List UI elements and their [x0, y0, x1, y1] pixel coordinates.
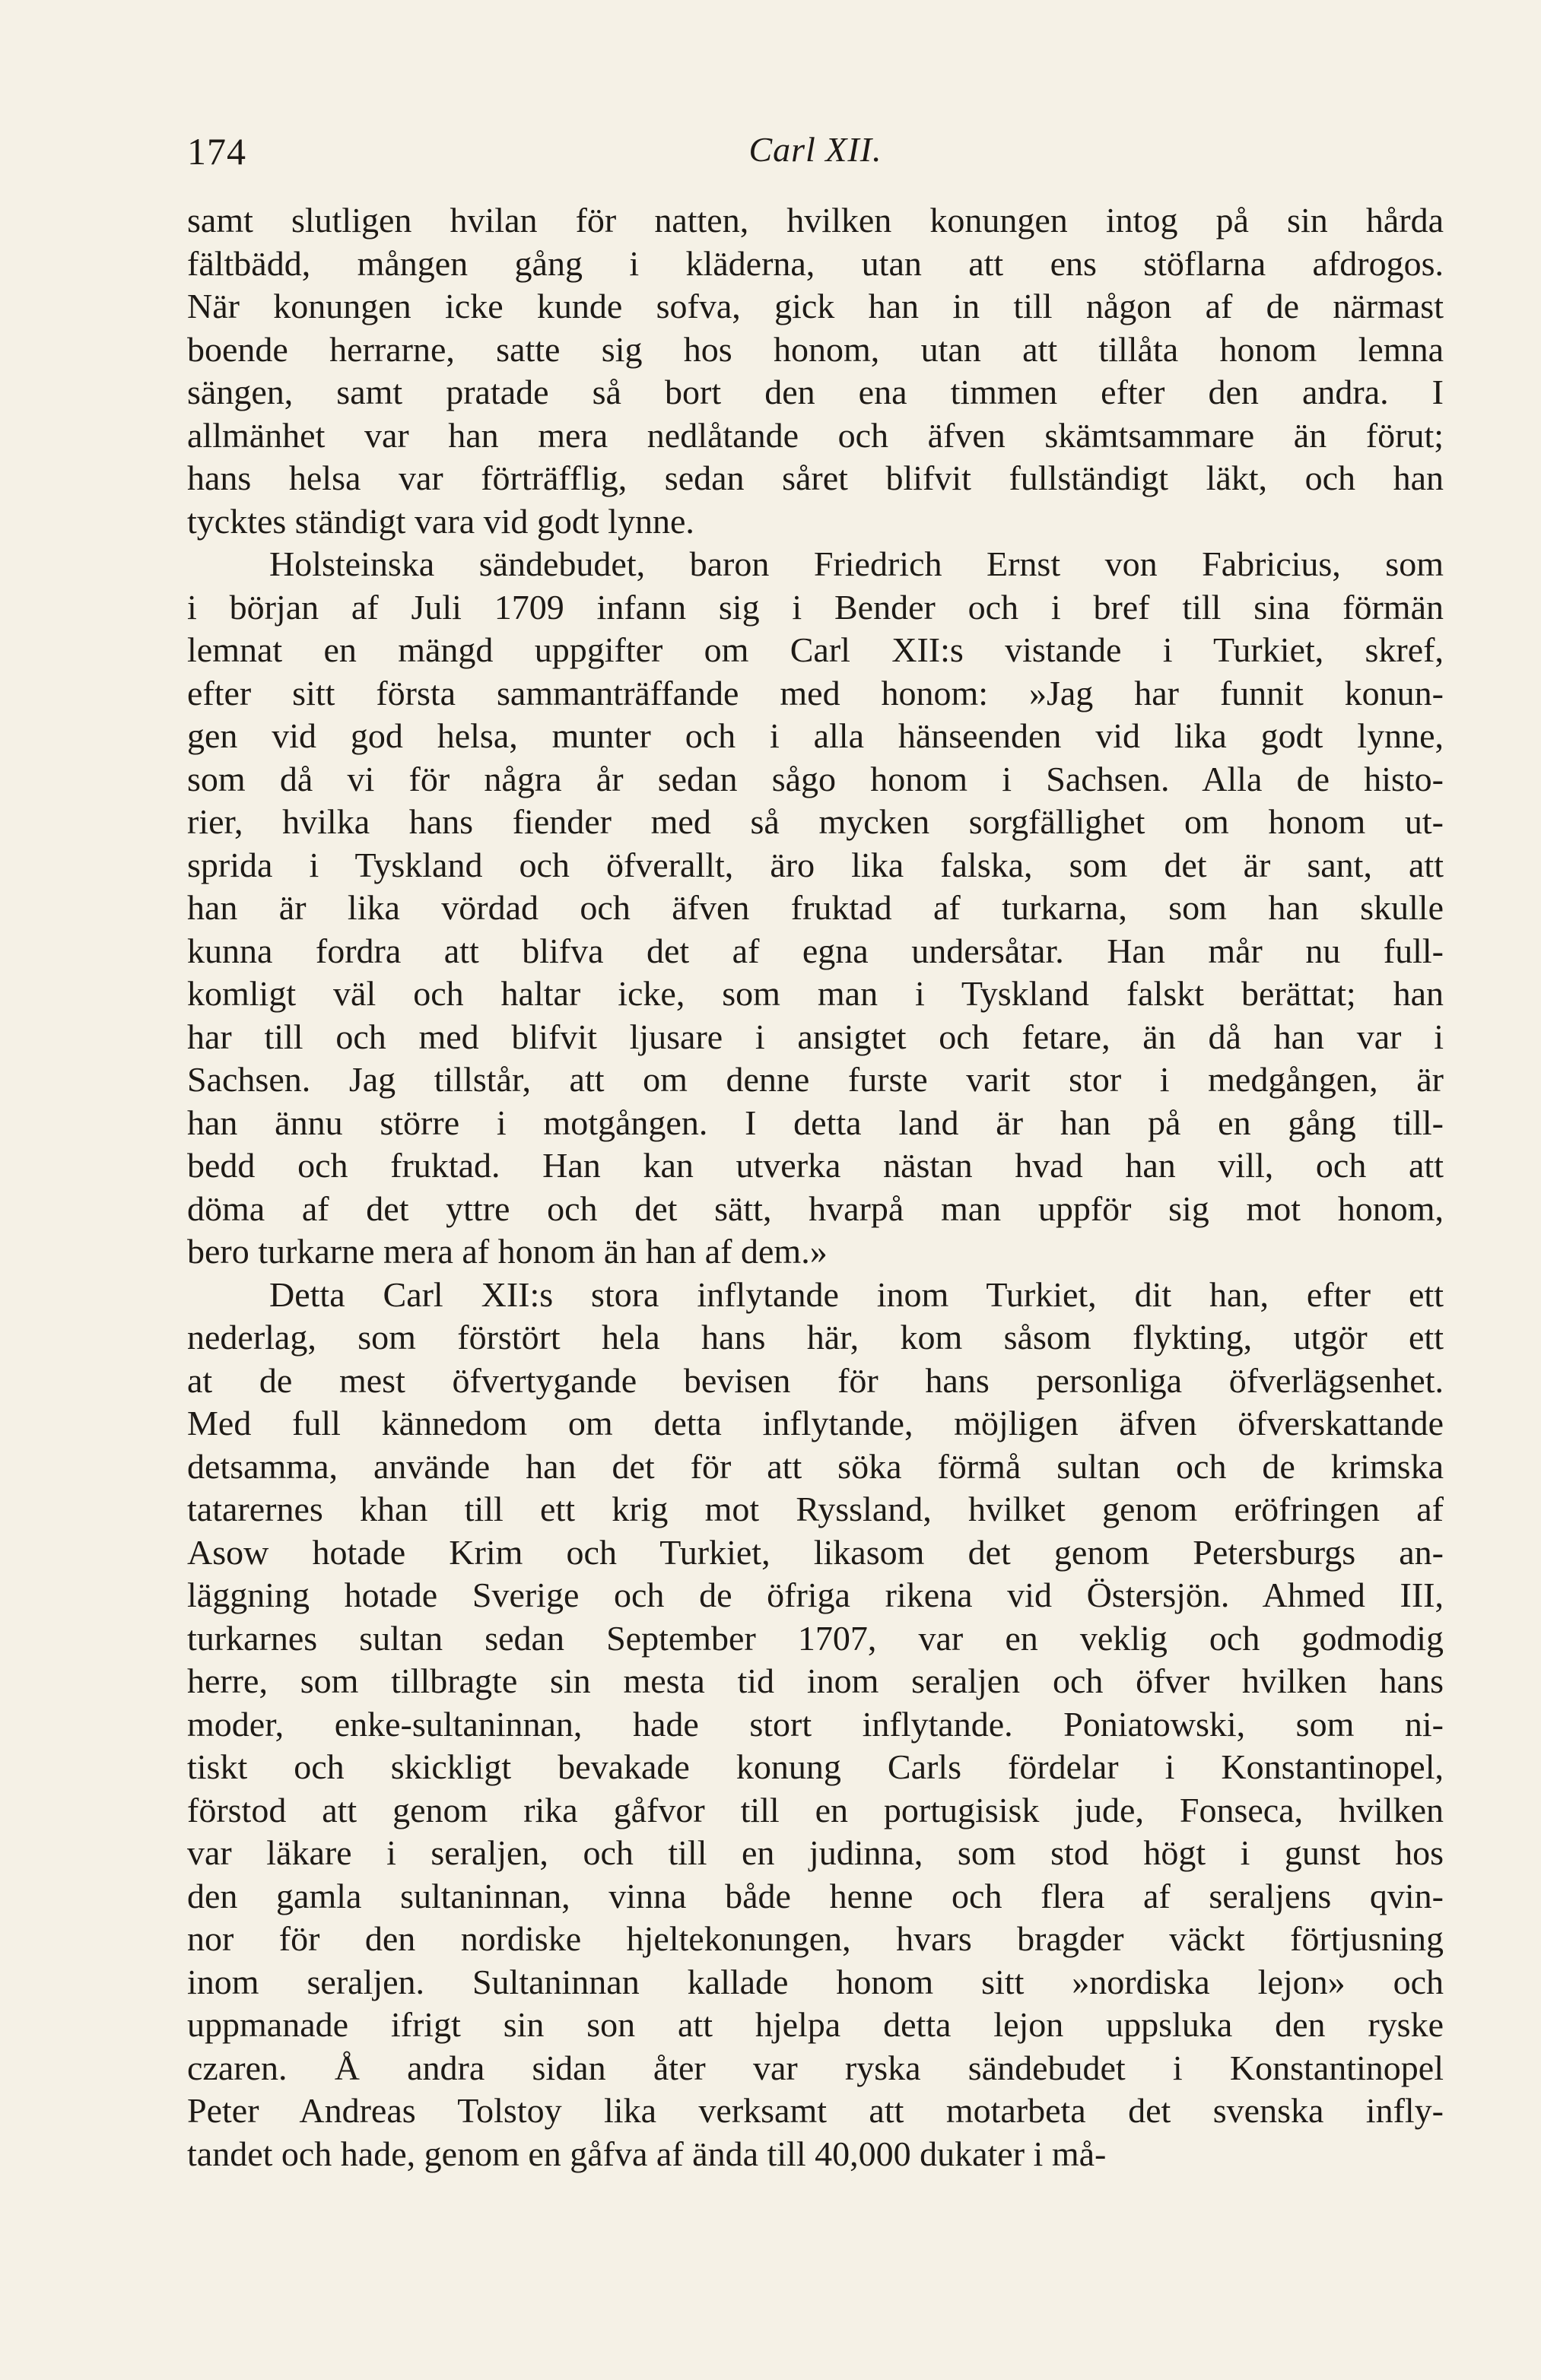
text-line: detsamma, använde han det för att söka förmå sultan och de krimska [187, 1446, 1444, 1486]
text-line: boende herrarne, satte sig hos honom, utan att tillåta honom lemna [187, 329, 1444, 369]
text-line: samt slutligen hvilan för natten, hvilken konungen intog på sin hårda [187, 201, 1444, 240]
text-line: lemnat en mängd uppgifter om Carl XII:s vistande i Turkiet, skref, [187, 630, 1444, 669]
text-line: tycktes ständigt vara vid godt lynne. [187, 501, 694, 541]
text-line: uppmanade ifrigt sin son att hjelpa detta lejon uppsluka den ryske [187, 2005, 1444, 2044]
text-line: Sachsen. Jag tillstår, att om denne furste varit stor i medgången, är [187, 1060, 1444, 1099]
text-line: som då vi för några år sedan sågo honom i Sachsen. Alla de histo- [187, 759, 1444, 798]
text-line: moder, enke-sultaninnan, hade stort inflytande. Poniatowski, som ni- [187, 1704, 1444, 1744]
text-line: herre, som tillbragte sin mesta tid inom seraljen och öfver hvilken hans [187, 1661, 1444, 1700]
paragraph [187, 1274, 1444, 2176]
paragraph [187, 543, 1444, 1274]
text-line: nederlag, som förstört hela hans här, kom såsom flykting, utgör ett [187, 1318, 1444, 1357]
text-line: sprida i Tyskland och öfverallt, äro lika falska, som det är sant, att [187, 845, 1444, 884]
page-header [187, 129, 1444, 190]
text-line: Holsteinska sändebudet, baron Friedrich Ernst von Fabricius, som [269, 544, 1444, 583]
text-line: Peter Andreas Tolstoy lika verksamt att motarbeta det svenska infly- [187, 2091, 1444, 2130]
text-line: sängen, samt pratade så bort den ena timmen efter den andra. I [187, 373, 1444, 411]
text-line: fältbädd, mången gång i kläderna, utan att ens stöflarna afdrogos. [187, 243, 1444, 283]
page-number: 174 [187, 130, 246, 173]
text-line: allmänhet var han mera nedlåtande och äfven skämtsammare än förut; [187, 415, 1444, 455]
text-line: döma af det yttre och det sätt, hvarpå man uppför sig mot honom, [187, 1188, 1444, 1228]
text-line: turkarnes sultan sedan September 1707, var en veklig och godmodig [187, 1618, 1444, 1658]
text-line: Detta Carl XII:s stora inflytande inom Turkiet, dit han, efter ett [269, 1274, 1444, 1314]
text-line: czaren. Å andra sidan åter var ryska sändebudet i Konstantinopel [187, 2048, 1444, 2087]
text-line: läggning hotade Sverige och de öfriga rikena vid Östersjön. Ahmed III, [187, 1576, 1444, 1614]
text-line: rier, hvilka hans fiender med så mycken sorgfällighet om honom ut- [187, 802, 1444, 841]
text-line: kunna fordra att blifva det af egna undersåtar. Han mår nu full- [187, 931, 1444, 970]
paragraph [187, 199, 1444, 543]
text-line: bedd och fruktad. Han kan utverka nästan hvad han vill, och att [187, 1146, 1444, 1185]
text-line: han ännu större i motgången. I detta land är han på en gång till- [187, 1103, 1444, 1142]
text-line: bero turkarne mera af honom än han af dem.» [187, 1232, 828, 1271]
body-text [187, 199, 1444, 2175]
text-line: at de mest öfvertygande bevisen för hans personliga öfverlägsenhet. [187, 1360, 1444, 1400]
text-line: han är lika vördad och äfven fruktad af turkarna, som han skulle [187, 888, 1444, 927]
running-title: Carl XII. [748, 130, 882, 169]
text-line: har till och med blifvit ljusare i ansigtet och fetare, än då han var i [187, 1017, 1444, 1056]
text-line: tatarernes khan till ett krig mot Ryssland, hvilket genom eröfringen af [187, 1490, 1444, 1528]
text-line: förstod att genom rika gåfvor till en portugisisk jude, Fonseca, hvilken [187, 1790, 1444, 1829]
text-line: var läkare i seraljen, och till en judinna, som stod högt i gunst hos [187, 1833, 1444, 1872]
text-line: gen vid god helsa, munter och i alla hänseenden vid lika godt lynne, [187, 716, 1444, 755]
text-line: tandet och hade, genom en gåfva af ända till 40,000 dukater i må- [187, 2134, 1107, 2173]
text-line: komligt väl och haltar icke, som man i Tyskland falskt berättat; han [187, 974, 1444, 1013]
text-line: Asow hotade Krim och Turkiet, likasom det genom Petersburgs an- [187, 1532, 1444, 1572]
text-line: Med full kännedom om detta inflytande, möjligen äfven öfverskattande [187, 1404, 1444, 1442]
text-line: När konungen icke kunde sofva, gick han in till någon af de närmast [187, 287, 1444, 325]
text-line: efter sitt första sammanträffande med honom: »Jag har funnit konun- [187, 673, 1444, 712]
text-line: i början af Juli 1709 infann sig i Bender och i bref till sina förmän [187, 587, 1444, 627]
text-line: tiskt och skickligt bevakade konung Carls fördelar i Konstantinopel, [187, 1747, 1444, 1786]
text-line: nor för den nordiske hjeltekonungen, hvars bragder väckt förtjusning [187, 1919, 1444, 1958]
text-line: inom seraljen. Sultaninnan kallade honom sitt »nordiska lejon» och [187, 1962, 1444, 2001]
text-line: hans helsa var förträfflig, sedan såret blifvit fullständigt läkt, och han [187, 459, 1444, 497]
text-line: den gamla sultaninnan, vinna både henne och flera af seraljens qvin- [187, 1876, 1444, 1915]
